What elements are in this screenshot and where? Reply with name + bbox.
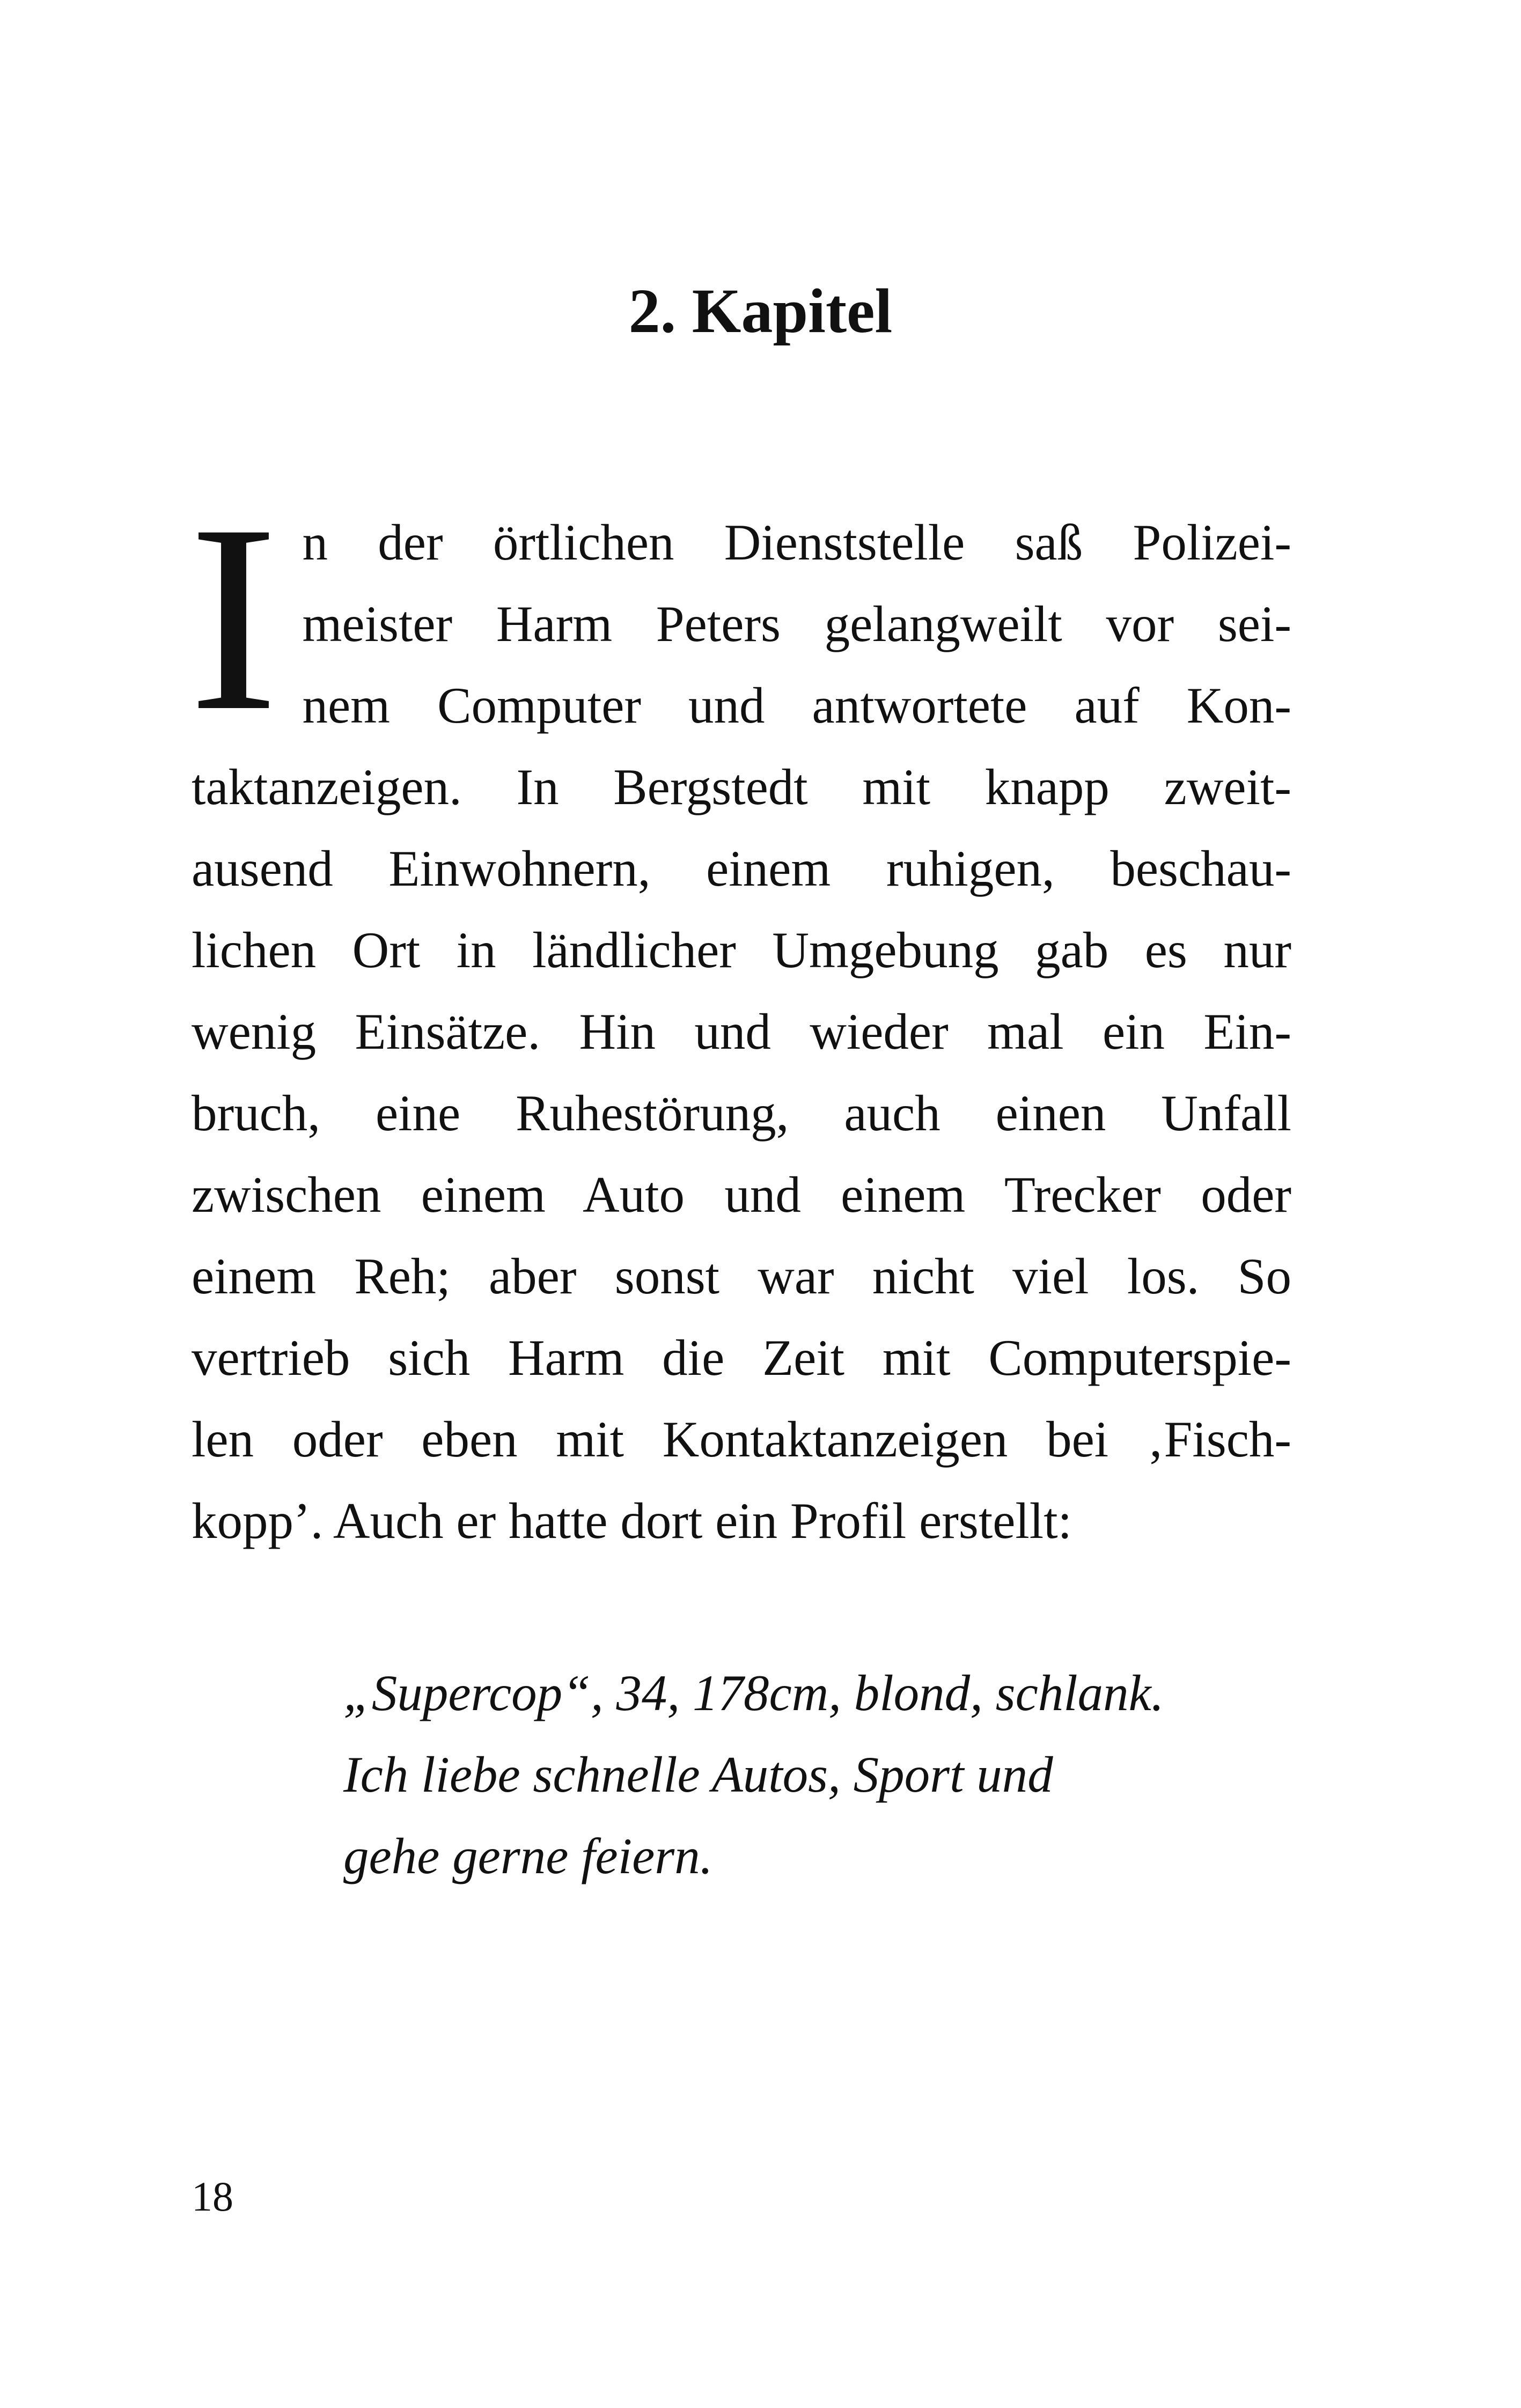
body-paragraph xyxy=(189,469,1291,1562)
paragraph-line: n der örtlichen Dienststelle saß Polizei- xyxy=(302,514,1291,571)
paragraph-line: kopp’. Auch er hatte dort ein Profil erstellt: xyxy=(192,1492,1072,1549)
paragraph-line: taktanzeigen. In Bergstedt mit knapp zweit- xyxy=(192,759,1291,815)
quote-line: „Supercop“, 34, 178cm, blond, schlank. xyxy=(343,1665,1164,1721)
paragraph-line: einem Reh; aber sonst war nicht viel los. So xyxy=(192,1248,1291,1305)
paragraph-line: bruch, eine Ruhestörung, auch einen Unfall xyxy=(192,1085,1291,1142)
paragraph-line: lichen Ort in ländlicher Umgebung gab es nur xyxy=(192,922,1291,978)
paragraph-line: zwischen einem Auto und einem Trecker oder xyxy=(192,1166,1291,1223)
quote-line: gehe gerne feiern. xyxy=(343,1828,713,1884)
quote-line: Ich liebe schnelle Autos, Sport und xyxy=(343,1746,1053,1803)
paragraph-line: wenig Einsätze. Hin und wieder mal ein Ein- xyxy=(192,1003,1291,1060)
drop-cap: I xyxy=(189,469,278,767)
profile-quote xyxy=(343,1652,1164,1897)
paragraph-line: nem Computer und antwortete auf Kon- xyxy=(302,677,1291,734)
paragraph-line: len oder eben mit Kontaktanzeigen bei ‚Fisch- xyxy=(192,1411,1291,1468)
paragraph-line: meister Harm Peters gelangweilt vor sei- xyxy=(302,595,1291,652)
chapter-title: 2. Kapitel xyxy=(628,276,893,346)
paragraph-line: ausend Einwohnern, einem ruhigen, beschau- xyxy=(192,840,1291,897)
paragraph-line: vertrieb sich Harm die Zeit mit Computerspie- xyxy=(192,1329,1291,1386)
page-number: 18 xyxy=(192,2173,233,2220)
